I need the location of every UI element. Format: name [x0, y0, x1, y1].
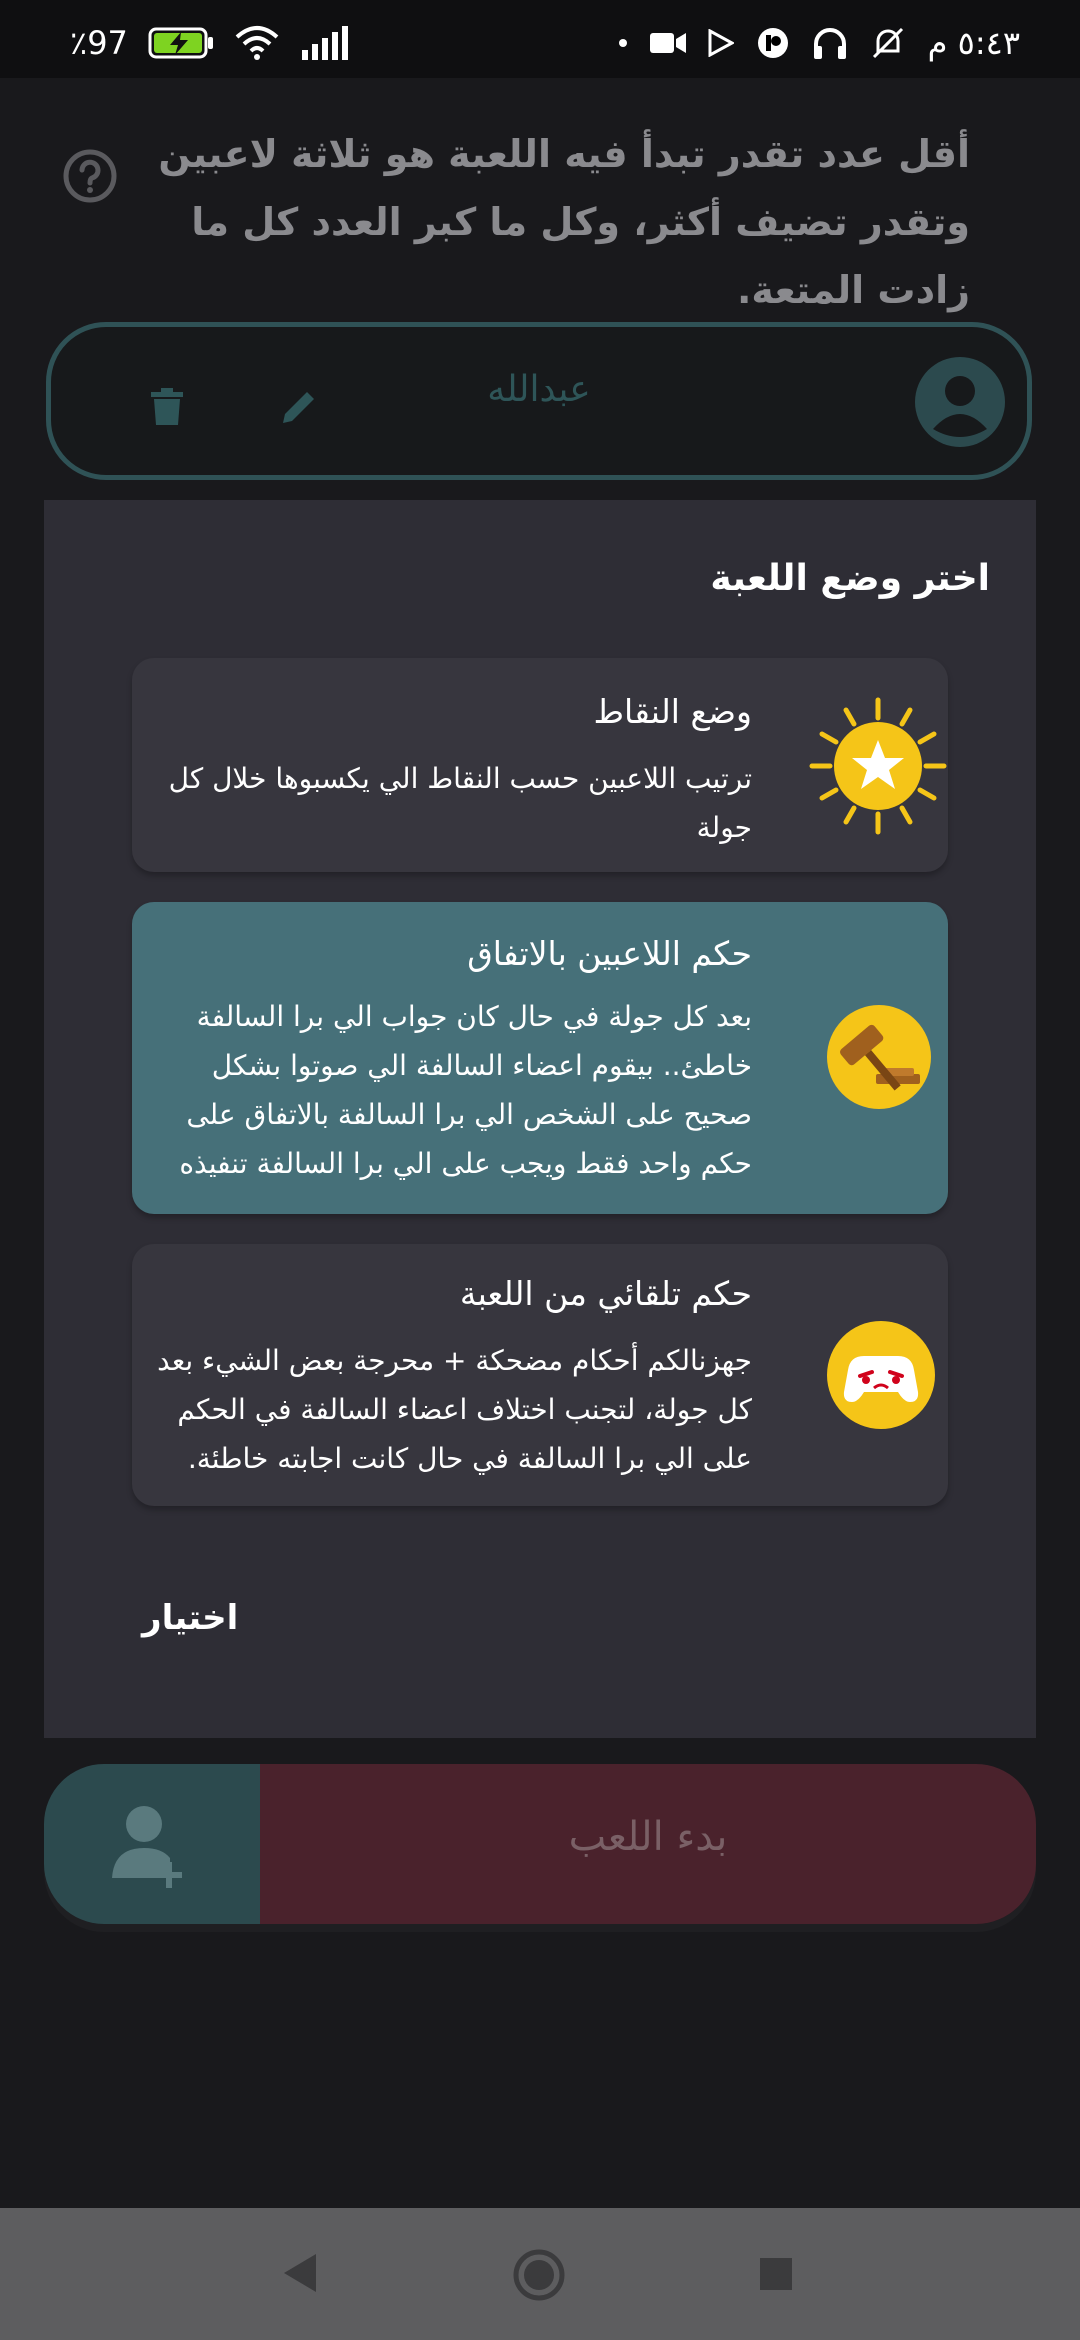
muted-bell-icon	[870, 25, 906, 61]
option-description: ترتيب اللاعبين حسب النقاط الي يكسبوها خلال كل جولة	[168, 762, 752, 844]
app-icon	[756, 26, 790, 60]
dot-icon	[618, 38, 628, 48]
option-title: حكم تلقائي من اللعبة	[459, 1274, 752, 1313]
player-name: عبدالله	[487, 369, 591, 410]
sun-star-icon	[808, 696, 948, 836]
battery-percent: ٪97	[70, 24, 128, 62]
hint-text: أقل عدد تقدر تبدأ فيه اللعبة هو ثلاثة لاعبين وتقدر تضيف أكثر، وكل ما كبر العدد كل ما زادت المتعة.	[158, 132, 970, 312]
system-nav-bar	[0, 2208, 1080, 2340]
option-title: حكم اللاعبين بالاتفاق	[467, 934, 752, 973]
battery-charging-icon	[148, 26, 214, 60]
dialog-title: اختر وضع اللعبة	[710, 558, 990, 599]
option-auto-judgment[interactable]	[132, 1244, 948, 1506]
choose-button[interactable]: اختيار	[142, 1598, 239, 1638]
option-description: جهزنالكم أحكام مضحكة + محرجة بعض الشيء بعد كل جولة، لتجنب اختلاف اعضاء السالفة في الحكم على الي برا السالفة في حال كانت اجابته خاطئة.	[157, 1344, 752, 1475]
option-title: وضع النقاط	[593, 692, 752, 731]
option-players-agreement[interactable]	[132, 902, 948, 1214]
player-card[interactable]	[46, 322, 1032, 480]
edit-icon[interactable]	[279, 387, 319, 427]
help-icon[interactable]	[62, 148, 118, 204]
gavel-icon	[826, 1004, 932, 1110]
recents-icon[interactable]	[760, 2258, 792, 2290]
option-points-mode[interactable]	[132, 658, 948, 872]
status-bar	[0, 0, 1080, 78]
wifi-icon	[234, 25, 280, 61]
video-camera-icon	[650, 30, 686, 56]
back-icon[interactable]	[280, 2252, 320, 2294]
add-user-icon	[110, 1804, 190, 1888]
clock: ٥:٤٣ م	[927, 24, 1020, 62]
play-store-icon	[708, 29, 734, 57]
bottom-action-bar	[44, 1764, 1036, 1924]
gamepad-icon	[826, 1320, 936, 1430]
start-game-label: بدء اللعب	[568, 1814, 728, 1860]
headphones-icon	[812, 26, 848, 60]
status-right	[618, 24, 1020, 62]
game-mode-dialog	[44, 500, 1036, 1738]
signal-icon	[300, 26, 348, 60]
start-game-button[interactable]	[260, 1764, 1036, 1924]
status-left	[70, 24, 348, 62]
option-description: بعد كل جولة في حال كان جواب الي برا السالفة خاطئ.. بيقوم اعضاء السالفة الي صوتوا بشكل صحيح على الشخص الي برا السالفة بالاتفاق على حكم واحد فقط ويجب على الي برا السالفة تنفيذه	[179, 1000, 752, 1180]
add-player-button[interactable]	[44, 1764, 260, 1924]
home-icon[interactable]	[512, 2248, 566, 2302]
avatar-icon	[913, 355, 1007, 449]
trash-icon[interactable]	[149, 387, 185, 427]
